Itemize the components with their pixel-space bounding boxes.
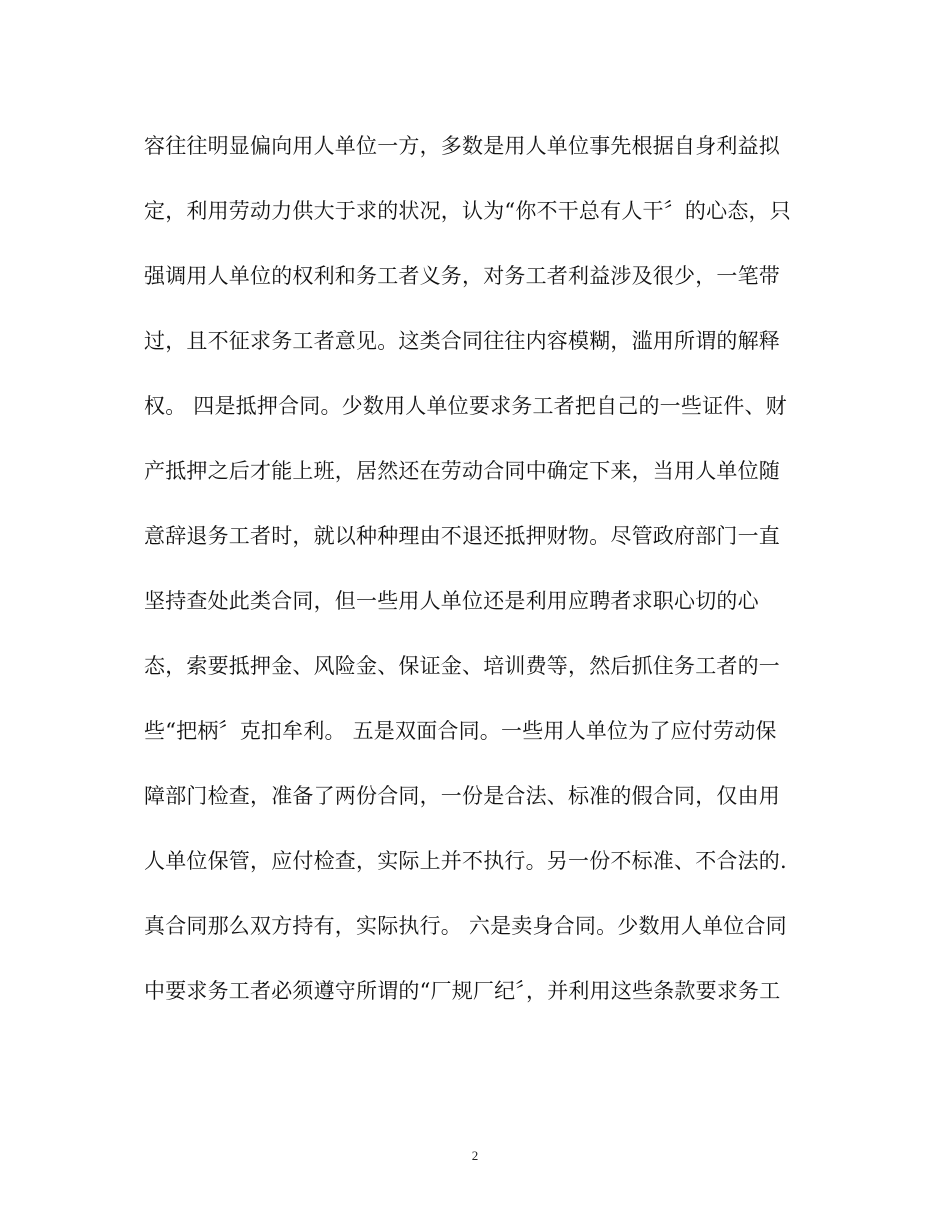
text-line: 定，利用劳动力供大于求的状况，认为“你不干总有人干〞的心态，只 xyxy=(144,199,791,223)
text-line: 强调用人单位的权利和务工者义务，对务工者利益涉及很少，一笔带 xyxy=(144,264,780,288)
text-line: 障部门检查，准备了两份合同，一份是合法、标准的假合同，仅由用 xyxy=(144,784,780,808)
text-line: 产抵押之后才能上班，居然还在劳动合同中确定下来，当用人单位随 xyxy=(144,459,780,483)
text-line: 些“把柄〞克扣牟利。 五是双面合同。一些用人单位为了应付劳动保 xyxy=(144,719,777,743)
text-line: 人单位保管，应付检查，实际上并不执行。另一份不标准、不合法的. xyxy=(144,849,787,873)
body-text xyxy=(144,126,824,1036)
text-line: 中要求务工者必须遵守所谓的“厂规厂纪〞，并利用这些条款要求务工 xyxy=(144,979,781,1003)
text-line: 态，索要抵押金、风险金、保证金、培训费等，然后抓住务工者的一 xyxy=(144,654,780,678)
text-line: 权。 四是抵押合同。少数用人单位要求务工者把自己的一些证件、财 xyxy=(144,394,787,418)
text-line: 坚持查处此类合同，但一些用人单位还是利用应聘者求职心切的心 xyxy=(144,589,759,613)
text-line: 意辞退务工者时，就以种种理由不退还抵押财物。尽管政府部门一直 xyxy=(144,524,780,548)
text-line: 真合同那么双方持有，实际执行。 六是卖身合同。少数用人单位合同 xyxy=(144,914,787,938)
page-number: 2 xyxy=(471,1148,479,1163)
text-line: 过，且不征求务工者意见。这类合同往往内容模糊，滥用所谓的解释 xyxy=(144,329,780,353)
text-line: 容往往明显偏向用人单位一方，多数是用人单位事先根据自身利益拟 xyxy=(144,134,780,158)
